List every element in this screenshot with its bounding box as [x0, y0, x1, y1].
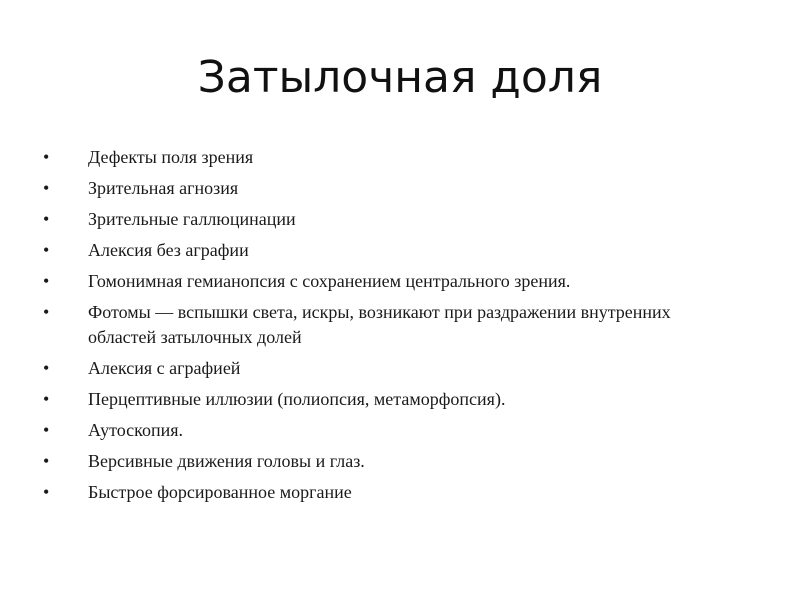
bullet-icon: •: [43, 451, 50, 471]
bullet-icon: •: [43, 420, 50, 440]
bullet-icon: •: [43, 178, 50, 198]
bullet-icon: •: [43, 482, 50, 502]
bullet-list: [40, 145, 720, 511]
list-item-text: Версивные движения головы и глаз.: [88, 451, 365, 471]
list-item-text: Фотомы — вспышки света, искры, возникают при раздражении внутренних областей затылочных долей: [88, 302, 671, 347]
list-item-text: Алексия без аграфии: [88, 240, 249, 260]
list-item-text: Зрительная агнозия: [88, 178, 239, 198]
bullet-icon: •: [43, 240, 50, 260]
list-item: [40, 145, 720, 170]
list-item: [40, 269, 720, 294]
bullet-icon: •: [43, 358, 50, 378]
list-item: [40, 418, 720, 443]
list-item-text: Быстрое форсированное моргание: [88, 482, 352, 502]
list-item: [40, 207, 720, 232]
list-item: [40, 480, 720, 505]
list-item-text: Алексия с аграфией: [88, 358, 241, 378]
list-item-text: Дефекты поля зрения: [88, 147, 254, 167]
list-item: [40, 387, 720, 412]
list-item: [40, 449, 720, 474]
bullet-icon: •: [43, 209, 50, 229]
list-item-text: Зрительные галлюцинации: [88, 209, 296, 229]
bullet-icon: •: [43, 389, 50, 409]
list-item: [40, 300, 720, 350]
list-item: [40, 176, 720, 201]
list-item-text: Гомонимная гемианопсия с сохранением центрального зрения.: [88, 271, 571, 291]
list-item: [40, 356, 720, 381]
bullet-icon: •: [43, 302, 50, 322]
list-item-text: Аутоскопия.: [88, 420, 184, 440]
bullet-icon: •: [43, 271, 50, 291]
slide-title: Затылочная доля: [197, 52, 603, 103]
bullet-icon: •: [43, 147, 50, 167]
list-item-text: Перцептивные иллюзии (полиопсия, метаморфопсия).: [88, 389, 506, 409]
list-item: [40, 238, 720, 263]
